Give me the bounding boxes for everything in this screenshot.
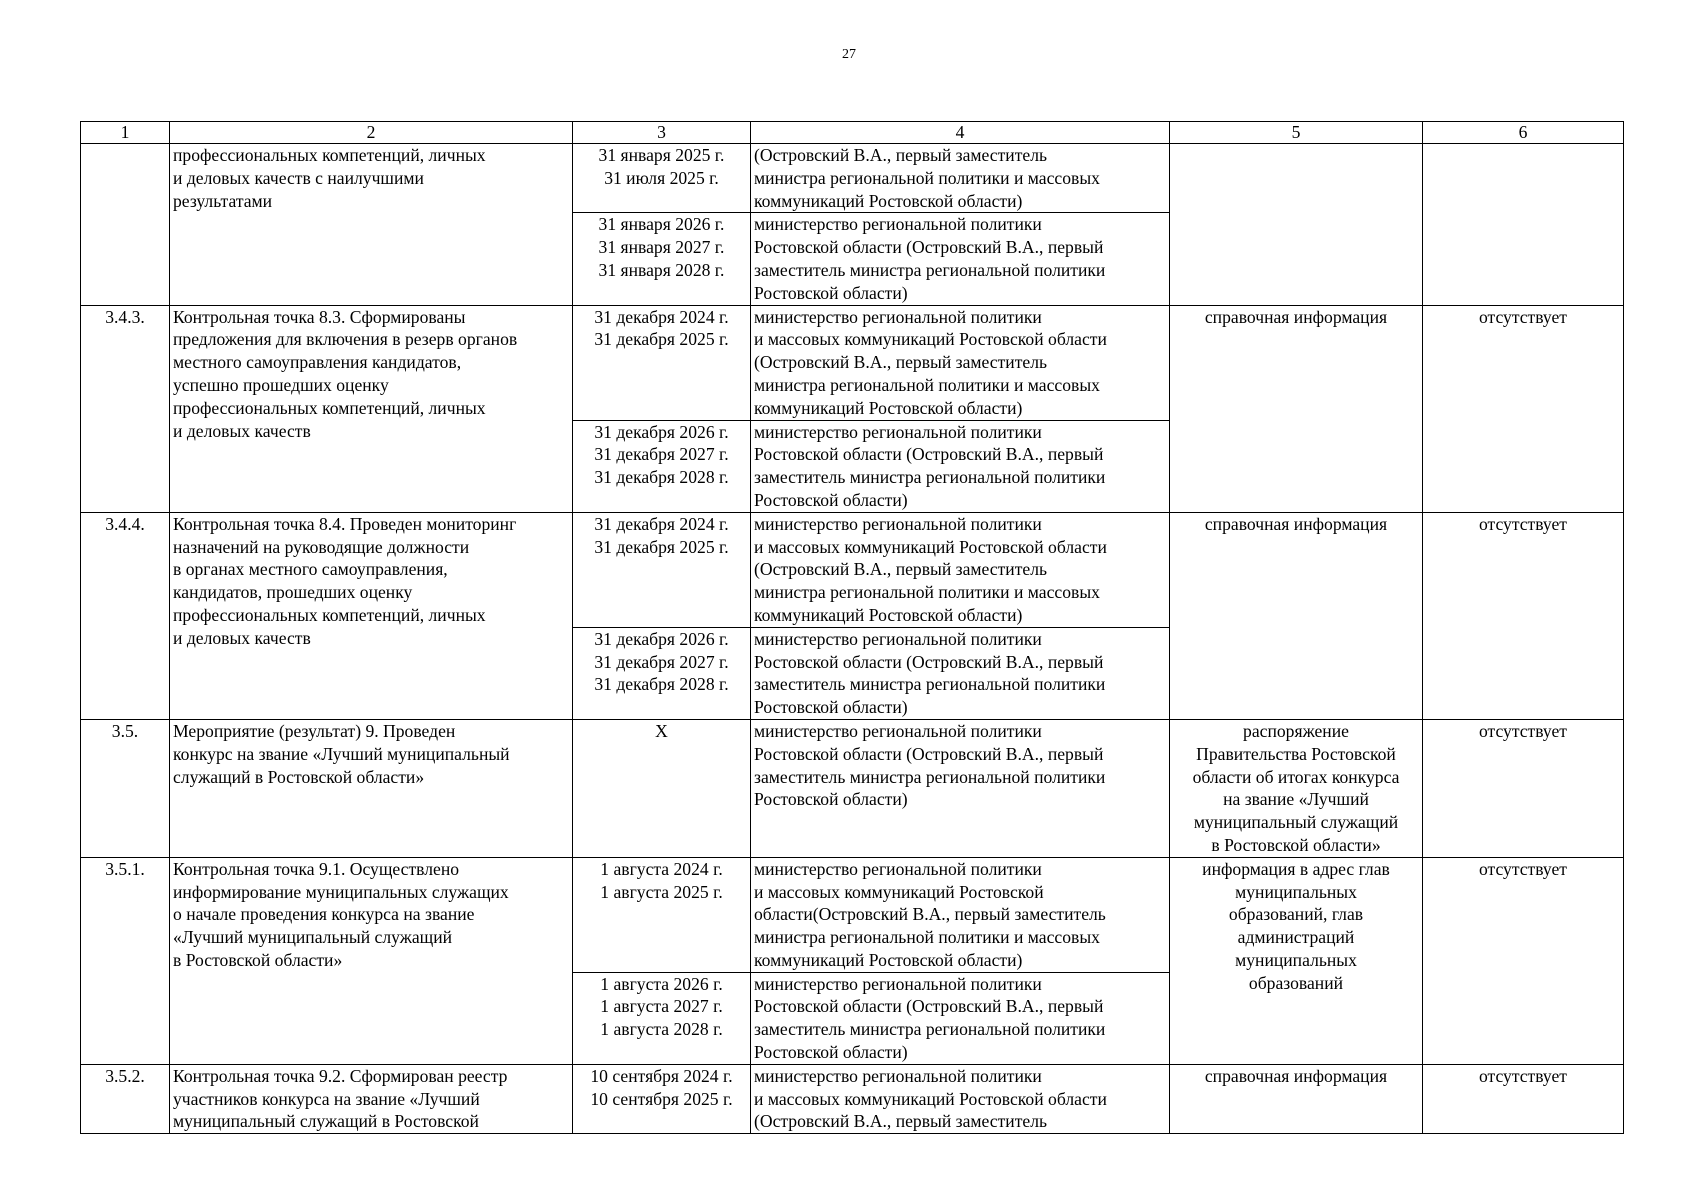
row-number-cell: 3.5.1. bbox=[81, 857, 170, 1064]
event-title-line: служащий в Ростовской области» bbox=[173, 766, 425, 787]
responsible-line: министерство региональной политики bbox=[754, 421, 1042, 442]
table-row bbox=[81, 512, 1624, 627]
responsible-line: области(Островский В.А., первый заместитель bbox=[754, 904, 1106, 925]
table-row bbox=[81, 144, 1624, 213]
table-row bbox=[81, 719, 1624, 857]
deadline-line: 1 августа 2028 г. bbox=[600, 1019, 723, 1040]
document-line: муниципальных bbox=[1235, 949, 1357, 970]
header-cell: 2 bbox=[170, 122, 573, 144]
event-title-line: и деловых качеств bbox=[173, 627, 311, 648]
responsible-line: Ростовской области (Островский В.А., первый bbox=[754, 444, 1104, 465]
page-number: 27 bbox=[842, 47, 856, 62]
responsible-line: министерство региональной политики bbox=[754, 1065, 1042, 1086]
event-title-line: участников конкурса на звание «Лучший bbox=[173, 1088, 480, 1109]
table-row bbox=[81, 1064, 1624, 1133]
event-title-line: «Лучший муниципальный служащий bbox=[173, 927, 453, 948]
deadline-line: 31 декабря 2024 г. bbox=[594, 306, 729, 327]
document-cell bbox=[1170, 144, 1423, 306]
responsible-cell bbox=[751, 1064, 1170, 1133]
deadline-line: 31 декабря 2028 г. bbox=[594, 674, 729, 695]
table-row bbox=[81, 305, 1624, 420]
responsible-line: заместитель министра региональной политики bbox=[754, 766, 1106, 787]
responsible-line: коммуникаций Ростовской области) bbox=[754, 604, 1023, 625]
responsible-line: министерство региональной политики bbox=[754, 306, 1042, 327]
document-line: справочная информация bbox=[1204, 513, 1388, 534]
responsible-cell bbox=[751, 213, 1170, 305]
responsible-line: заместитель министра региональной политики bbox=[754, 1019, 1106, 1040]
event-title-line: профессиональных компетенций, личных bbox=[173, 604, 486, 625]
document-line: справочная информация bbox=[1204, 306, 1388, 327]
event-title-line: в Ростовской области» bbox=[173, 949, 343, 970]
responsible-line: и массовых коммуникаций Ростовской области bbox=[754, 329, 1107, 350]
info-system-cell: отсутствует bbox=[1423, 1064, 1624, 1133]
deadline-line: 31 декабря 2027 г. bbox=[594, 444, 729, 465]
deadline-line: 1 августа 2027 г. bbox=[600, 996, 723, 1017]
event-title-line: результатами bbox=[173, 190, 273, 211]
responsible-cell bbox=[751, 420, 1170, 512]
responsible-line: Ростовской области (Островский В.А., первый bbox=[754, 996, 1104, 1017]
responsible-cell bbox=[751, 144, 1170, 213]
deadline-cell bbox=[573, 213, 751, 305]
deadline-line: 31 июля 2025 г. bbox=[604, 167, 719, 188]
document-line: образований bbox=[1248, 972, 1344, 993]
responsible-line: (Островский В.А., первый заместитель bbox=[754, 1111, 1048, 1132]
responsible-line: Ростовской области) bbox=[754, 789, 908, 810]
document-line: образований, глав bbox=[1228, 904, 1364, 925]
header-cell: 6 bbox=[1423, 122, 1624, 144]
info-system-cell: отсутствует bbox=[1423, 857, 1624, 1064]
table-row bbox=[81, 857, 1624, 972]
event-title-line: Контрольная точка 9.1. Осуществлено bbox=[173, 858, 460, 879]
deadline-line: 31 декабря 2028 г. bbox=[594, 467, 729, 488]
document-line: на звание «Лучший bbox=[1223, 789, 1369, 810]
deadline-cell bbox=[573, 144, 751, 213]
deadline-line: 31 декабря 2025 г. bbox=[594, 536, 729, 557]
document-line: справочная информация bbox=[1204, 1065, 1388, 1086]
header-cell: 1 bbox=[81, 122, 170, 144]
deadline-cell bbox=[573, 420, 751, 512]
responsible-line: коммуникаций Ростовской области) bbox=[754, 190, 1023, 211]
event-title-line: Контрольная точка 8.3. Сформированы bbox=[173, 306, 466, 327]
event-title-line: успешно прошедших оценку bbox=[173, 374, 389, 395]
deadline-line: 31 декабря 2027 г. bbox=[594, 651, 729, 672]
responsible-line: Ростовской области (Островский В.А., первый bbox=[754, 743, 1104, 764]
responsible-line: министра региональной политики и массовых bbox=[754, 167, 1100, 188]
info-system-cell: отсутствует bbox=[1423, 305, 1624, 512]
responsible-line: коммуникаций Ростовской области) bbox=[754, 397, 1023, 418]
deadline-line: 31 декабря 2026 г. bbox=[594, 628, 729, 649]
info-system-cell: отсутствует bbox=[1423, 719, 1624, 857]
deadline-cell bbox=[573, 857, 751, 972]
event-title-line: и деловых качеств с наилучшими bbox=[173, 167, 424, 188]
document-cell bbox=[1170, 857, 1423, 1064]
responsible-line: министра региональной политики и массовых bbox=[754, 374, 1100, 395]
responsible-line: Ростовской области) bbox=[754, 1042, 908, 1063]
responsible-line: (Островский В.А., первый заместитель bbox=[754, 145, 1048, 165]
deadline-cell bbox=[573, 627, 751, 719]
responsible-line: министерство региональной политики bbox=[754, 214, 1042, 235]
document-line: области об итогах конкурса bbox=[1192, 766, 1400, 787]
event-title-line: назначений на руководящие должности bbox=[173, 536, 470, 557]
deadline-line: 31 декабря 2024 г. bbox=[594, 513, 729, 534]
deadline-line: 31 декабря 2025 г. bbox=[594, 329, 729, 350]
responsible-line: и массовых коммуникаций Ростовской области bbox=[754, 536, 1107, 557]
deadline-line: 1 августа 2025 г. bbox=[600, 881, 723, 902]
responsible-line: Ростовской области) bbox=[754, 489, 908, 510]
event-title-line: в органах местного самоуправления, bbox=[173, 559, 448, 580]
responsible-cell bbox=[751, 857, 1170, 972]
event-title-cell bbox=[170, 512, 573, 719]
responsible-cell bbox=[751, 512, 1170, 627]
event-title-line: кандидатов, прошедших оценку bbox=[173, 582, 413, 603]
header-cell: 5 bbox=[1170, 122, 1423, 144]
responsible-line: заместитель министра региональной политики bbox=[754, 259, 1106, 280]
info-system-cell bbox=[1423, 144, 1624, 306]
document-line: администраций bbox=[1237, 927, 1355, 948]
responsible-line: Ростовской области (Островский В.А., первый bbox=[754, 237, 1104, 258]
event-title-cell bbox=[170, 719, 573, 857]
document-line: в Ростовской области» bbox=[1211, 834, 1381, 855]
deadline-line: 1 августа 2024 г. bbox=[600, 858, 723, 879]
document-cell bbox=[1170, 719, 1423, 857]
document-line: информация в адрес глав bbox=[1202, 858, 1390, 879]
document-cell bbox=[1170, 1064, 1423, 1133]
row-number-cell: 3.4.3. bbox=[81, 305, 170, 512]
event-title-line: муниципальный служащий в Ростовской bbox=[173, 1111, 479, 1132]
deadline-line: X bbox=[655, 720, 668, 741]
header-cell: 4 bbox=[751, 122, 1170, 144]
event-title-cell bbox=[170, 1064, 573, 1133]
plan-table bbox=[80, 121, 1624, 1134]
header-row bbox=[81, 122, 1624, 144]
event-title-line: Контрольная точка 9.2. Сформирован реестр bbox=[173, 1065, 508, 1086]
deadline-line: 10 сентября 2025 г. bbox=[590, 1088, 733, 1109]
responsible-line: министерство региональной политики bbox=[754, 973, 1042, 994]
deadline-cell bbox=[573, 512, 751, 627]
event-title-cell bbox=[170, 305, 573, 512]
responsible-line: (Островский В.А., первый заместитель bbox=[754, 352, 1048, 373]
event-title-line: профессиональных компетенций, личных bbox=[173, 397, 486, 418]
deadline-cell bbox=[573, 305, 751, 420]
responsible-cell bbox=[751, 305, 1170, 420]
event-title-line: информирование муниципальных служащих bbox=[173, 881, 509, 902]
responsible-line: коммуникаций Ростовской области) bbox=[754, 949, 1023, 970]
responsible-line: Ростовской области) bbox=[754, 697, 908, 718]
document-line: муниципальный служащий bbox=[1193, 812, 1399, 833]
deadline-cell bbox=[573, 972, 751, 1064]
event-title-line: местного самоуправления кандидатов, bbox=[173, 352, 462, 373]
responsible-line: министра региональной политики и массовых bbox=[754, 927, 1100, 948]
header-cell: 3 bbox=[573, 122, 751, 144]
event-title-line: конкурс на звание «Лучший муниципальный bbox=[173, 743, 510, 764]
event-title-cell bbox=[170, 857, 573, 1064]
event-title-line: профессиональных компетенций, личных bbox=[173, 145, 486, 165]
deadline-cell bbox=[573, 719, 751, 857]
responsible-line: Ростовской области (Островский В.А., первый bbox=[754, 651, 1104, 672]
document-cell bbox=[1170, 512, 1423, 719]
event-title-line: Контрольная точка 8.4. Проведен мониторинг bbox=[173, 513, 517, 534]
deadline-line: 31 декабря 2026 г. bbox=[594, 421, 729, 442]
responsible-line: и массовых коммуникаций Ростовской bbox=[754, 881, 1044, 902]
responsible-line: Ростовской области) bbox=[754, 282, 908, 303]
responsible-cell bbox=[751, 719, 1170, 857]
deadline-line: 10 сентября 2024 г. bbox=[590, 1065, 733, 1086]
deadline-line: 31 января 2027 г. bbox=[598, 237, 725, 258]
responsible-cell bbox=[751, 972, 1170, 1064]
event-title-line: о начале проведения конкурса на звание bbox=[173, 904, 475, 925]
responsible-line: заместитель министра региональной политики bbox=[754, 467, 1106, 488]
responsible-cell bbox=[751, 627, 1170, 719]
deadline-line: 31 января 2026 г. bbox=[598, 214, 725, 235]
event-title-cell bbox=[170, 144, 573, 306]
deadline-cell bbox=[573, 1064, 751, 1133]
event-title-line: и деловых качеств bbox=[173, 420, 311, 441]
document-line: Правительства Ростовской bbox=[1196, 743, 1396, 764]
deadline-line: 1 августа 2026 г. bbox=[600, 973, 723, 994]
info-system-cell: отсутствует bbox=[1423, 512, 1624, 719]
responsible-line: и массовых коммуникаций Ростовской области bbox=[754, 1088, 1107, 1109]
document-line: распоряжение bbox=[1243, 720, 1349, 741]
row-number-cell: 3.4.4. bbox=[81, 512, 170, 719]
deadline-line: 31 января 2028 г. bbox=[598, 259, 725, 280]
deadline-line: 31 января 2025 г. bbox=[598, 145, 725, 165]
responsible-line: (Островский В.А., первый заместитель bbox=[754, 559, 1048, 580]
responsible-line: заместитель министра региональной политики bbox=[754, 674, 1106, 695]
document-line: муниципальных bbox=[1235, 881, 1357, 902]
responsible-line: министерство региональной политики bbox=[754, 858, 1042, 879]
row-number-cell: 3.5.2. bbox=[81, 1064, 170, 1133]
event-title-line: предложения для включения в резерв органов bbox=[173, 329, 518, 350]
row-number-cell bbox=[81, 144, 170, 306]
row-number-cell: 3.5. bbox=[81, 719, 170, 857]
responsible-line: министерство региональной политики bbox=[754, 513, 1042, 534]
responsible-line: министерство региональной политики bbox=[754, 720, 1042, 741]
event-title-line: Мероприятие (результат) 9. Проведен bbox=[173, 720, 456, 741]
responsible-line: министерство региональной политики bbox=[754, 628, 1042, 649]
responsible-line: министра региональной политики и массовых bbox=[754, 582, 1100, 603]
document-cell bbox=[1170, 305, 1423, 512]
